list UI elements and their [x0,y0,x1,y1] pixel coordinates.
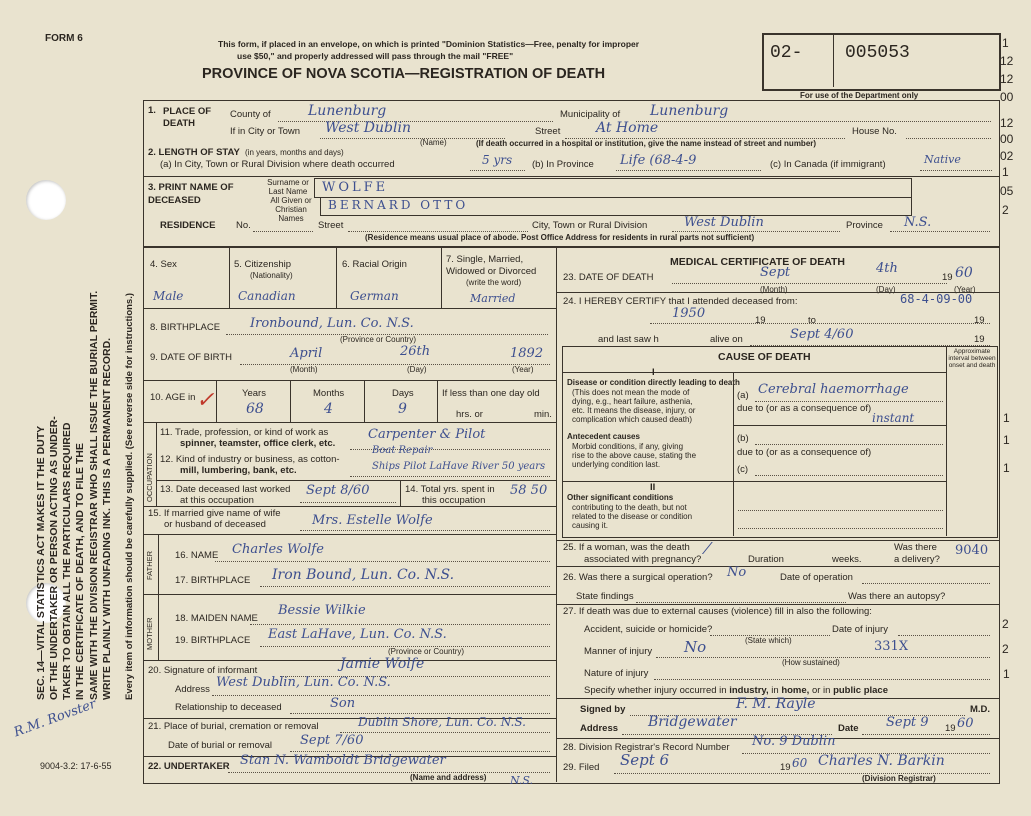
industry-value-1: Boat Repair [372,445,433,456]
mother-birthplace-value: East LaHave, Lun. Co. N.S. [268,627,447,642]
margin-signature: R.M. Rovster [12,696,99,741]
dob-day: 26th [400,344,431,359]
residence-city-value: West Dublin [684,215,764,230]
stay-label: 2. LENGTH OF STAY [148,147,240,158]
burial-place-value: Dublin Shore, Lun. Co. N.S. [358,715,526,729]
father-name-value: Charles Wolfe [232,542,324,557]
filed-year: 60 [792,756,808,770]
attended-code: 68-4-09-00 [900,292,973,306]
record-number-value: No. 9 Dublin [752,734,836,749]
municipality-value: Lunenburg [650,103,729,119]
informant-relationship: Son [330,696,356,711]
signature-date: Sept 9 [886,715,929,730]
death-year: 60 [955,265,973,281]
vital-statistics-notice: SEC. 14—VITAL STATISTICS ACT MAKES IT THE DUTY OF THE UNDERTAKER OR PERSON ACTING AS UNDER- TAKER TO OBTAIN ALL THE PARTICULARS REQUIRED IN THE CERTIFICATE OF DEATH, AND TO FILE THE SAME WITH THE DIVISION REGISTRAR WHO SHALL ISSUE THE BURIAL PERMIT. WRITE PLAINLY WITH UNFADING INK. THIS IS A PERMANENT RECORD. [35,290,113,700]
surname-box [314,178,912,198]
physician-address-label: Address [580,723,619,734]
injury-location-note: Specify whether injury occurred in industry, in home, or in public place [584,685,888,696]
stay-city-label: (a) In City, Town or Rural Division where death occurred [160,159,395,170]
death-month: Sept [760,265,791,280]
dob-label: 9. DATE OF BIRTH [150,352,232,363]
undertaker-value-2: N.S. [510,774,534,787]
age-days: 9 [398,401,407,417]
place-of-death-label: PLACE OF DEATH [163,106,212,129]
last-saw-value: Sept 4/60 [790,327,854,342]
racial-origin-value: German [350,289,399,303]
print-code: 9004-3.2: 17-6-55 [40,761,112,771]
injury-code: 331X [874,639,909,654]
attended-from: 1950 [672,306,706,321]
total-years-value: 58 50 [510,483,548,498]
residence-province-value: N.S. [904,215,932,230]
death-day: 4th [876,261,898,276]
print-name-label: 3. PRINT NAME OF DECEASED [148,182,234,206]
last-worked-value: Sept 8/60 [306,483,370,498]
cause-a-value: Cerebral haemorrhage [758,382,909,397]
age-years: 68 [246,401,264,417]
physician-address: Bridgewater [648,714,737,730]
citizenship-value: Canadian [238,289,296,303]
given-names-value: BERNARD OTTO [328,198,469,212]
stay-city-value: 5 yrs [482,153,513,167]
signature-year: 60 [957,716,974,731]
dob-year: 1892 [510,346,544,361]
signed-by-label: Signed by [580,704,626,715]
age-label: 10. AGE in [150,392,196,403]
stay-province-value: Life (68-4-9 [620,153,697,168]
city-value: West Dublin [325,120,411,136]
street-value: At Home [596,120,659,136]
stay-canada-label: (c) In Canada (if immigrant) [770,159,886,170]
undertaker-label: 22. UNDERTAKER [148,761,230,772]
burial-date-value: Sept 7/60 [300,733,364,748]
punch-hole-top [26,180,66,220]
municipality-label: Municipality of [560,109,621,120]
mother-side-label: MOTHER [145,617,154,650]
informant-address: West Dublin, Lun. Co. N.S. [216,675,391,690]
residence-label: RESIDENCE [160,220,216,231]
delivery-code: 9040 [955,543,989,558]
surname-value: WOLFE [322,180,389,195]
instructions-note: Every item of information should be carefully supplied. (See reverse side for instructions.) [124,292,135,700]
birthplace-value: Ironbound, Lun. Co. N.S. [250,316,414,331]
medical-certificate-title: MEDICAL CERTIFICATE OF DEATH [670,256,845,268]
marital-status-value: Married [470,292,516,305]
date-of-death-label: 23. DATE OF DEATH [563,272,654,283]
father-side-label: FATHER [145,550,154,580]
form-title: PROVINCE OF NOVA SCOTIA—REGISTRATION OF DEATH [202,66,606,82]
registration-number: 005053 [845,43,910,63]
birthplace-label: 8. BIRTHPLACE [150,322,221,333]
physician-signature: F. M. Rayle [736,696,816,712]
surgery-value: No [727,565,747,580]
mother-maiden-value: Bessie Wilkie [278,603,366,618]
undertaker-value: Stan N. Wamboldt Bridgewater [240,753,446,768]
cause-title: CAUSE OF DEATH [718,351,811,363]
attended-label: 24. I HEREBY CERTIFY that I attended deceased from: [563,296,798,307]
street-label: Street [535,126,561,137]
department-use-note: For use of the Department only [800,91,919,100]
mail-note-line-1: This form, if placed in an envelope, on which is printed "Dominion Statistics—Free, penalty for improper [218,39,640,49]
manner-value: No [684,638,707,656]
stay-province-label: (b) In Province [532,159,594,170]
father-birthplace-value: Iron Bound, Lun. Co. N.S. [272,567,455,583]
age-months: 4 [324,401,333,417]
county-value: Lunenburg [308,103,387,119]
city-label: If in City or Town [230,126,301,137]
county-label: County of [230,109,271,120]
industry-value-2: Ships Pilot LaHave River 50 years [372,461,546,472]
filed-date: Sept 6 [620,751,670,769]
residence-note: (Residence means usual place of abode. Post Office Address for residents in rural parts not sufficient) [365,233,755,242]
mail-note-line-2: use $50," and properly addressed will pass through the mail "FREE" [237,51,514,61]
trade-value: Carpenter & Pilot [368,427,486,442]
hospital-note: (If death occurred in a hospital or institution, give the name instead of street and number) [476,139,817,148]
registration-prefix: 02- [770,43,803,63]
cause-a-interval: instant [872,411,915,425]
dob-month: April [290,346,323,361]
place-label-num: 1. [148,105,156,116]
stay-canada-value: Native [924,153,961,166]
sex-value: Male [153,289,184,303]
form-number: FORM 6 [45,33,83,44]
registrar-signature: Charles N. Barkin [818,753,945,769]
informant-signature: Jamie Wolfe [340,656,425,672]
occupation-side-label: OCCUPATION [145,453,154,502]
spouse-value: Mrs. Estelle Wolfe [312,513,433,528]
house-label: House No. [852,126,897,137]
